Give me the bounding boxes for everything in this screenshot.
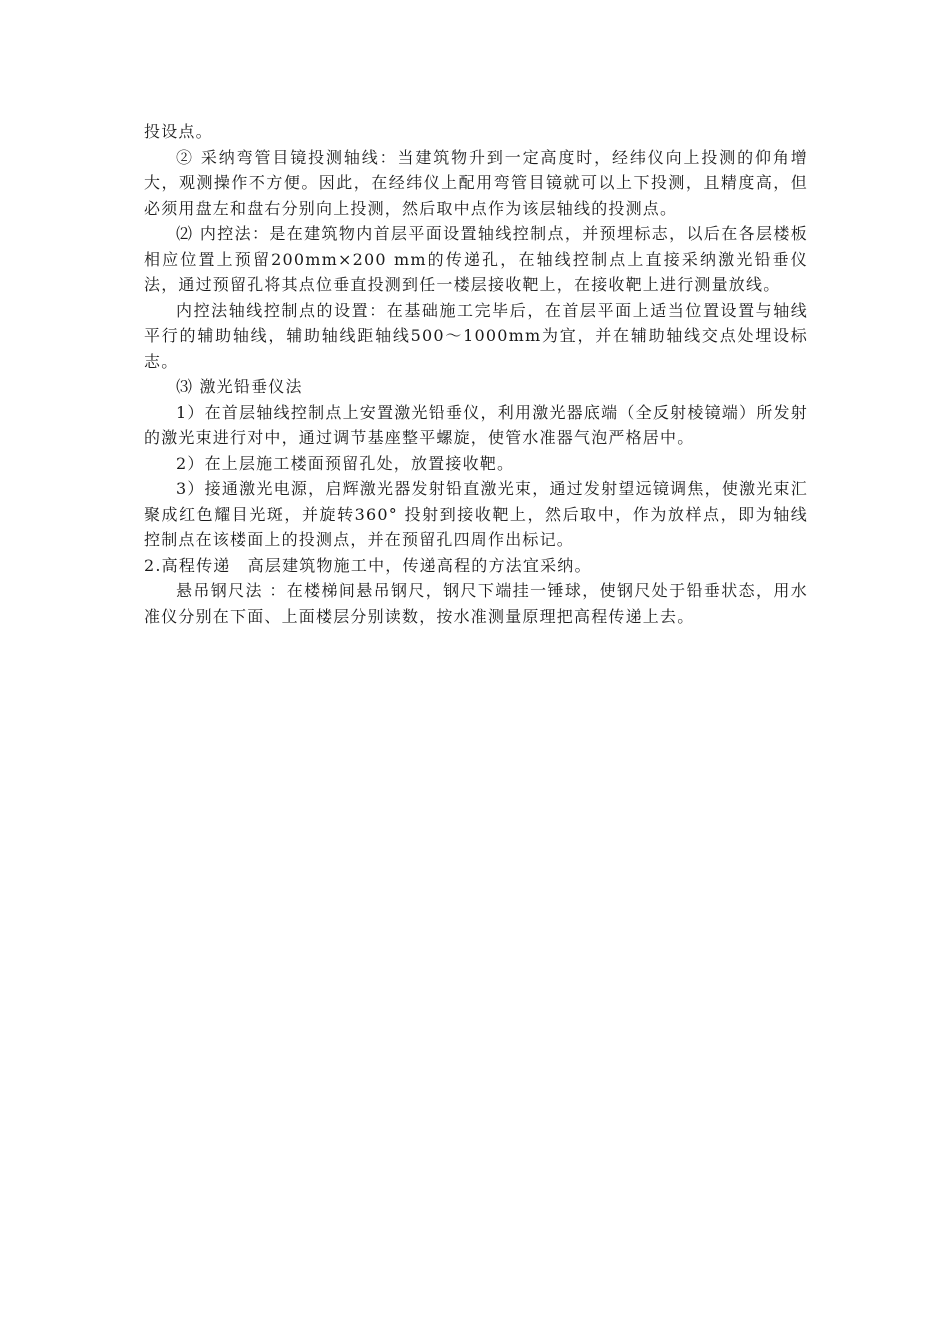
paragraph-1: 投设点。 [144, 122, 213, 141]
paragraph-8: 3）接通激光电源，启辉激光器发射铅直激光束，通过发射望远镜调焦，使激光束汇聚成红色耀目光斑，并旋转360° 投射到接收靶上，然后取中，作为放样点，即为轴线控制点在该楼面上的投测点，并在预留孔四周作出标记。 [144, 479, 808, 549]
section-heading-elevation-transfer: 2.高程传递 高层建筑物施工中，传递高程的方法宜采纳。 [144, 555, 592, 575]
paragraph-10: 悬吊钢尺法 ：在楼梯间悬吊钢尺，钢尺下端挂一锤球，使钢尺处于铅垂状态，用水准仪分别在下面、上面楼层分别读数，按水准测量原理把高程传递上去。 [144, 581, 808, 626]
paragraph-7: 2）在上层施工楼面预留孔处，放置接收靶。 [176, 453, 515, 473]
paragraph-3: ⑵ 内控法：是在建筑物内首层平面设置轴线控制点，并预埋标志，以后在各层楼板相应位置上预留200mm×200 mm的传递孔，在轴线控制点上直接采纳激光铅垂仪法，通过预留孔将其点位垂直投测到任一楼层接收靶上，在接收靶上进行测量放线。 [144, 224, 808, 294]
paragraph-4: 内控法轴线控制点的设置：在基础施工完毕后，在首层平面上适当位置设置与轴线平行的辅助轴线，辅助轴线距轴线500～1000mm为宜，并在辅助轴线交点处埋设标志。 [144, 300, 808, 371]
document-body [144, 119, 808, 629]
paragraph-6: 1）在首层轴线控制点上安置激光铅垂仪，利用激光器底端（全反射棱镜端）所发射的激光束进行对中，通过调节基座整平螺旋，使管水准器气泡严格居中。 [144, 402, 808, 447]
paragraph-2: ② 采纳弯管目镜投测轴线：当建筑物升到一定高度时，经纬仪向上投测的仰角增大，观测操作不方便。因此，在经纬仪上配用弯管目镜就可以上下投测，且精度高，但必须用盘左和盘右分别向上投测，然后取中点作为该层轴线的投测点。 [144, 147, 808, 218]
paragraph-5: ⑶ 激光铅垂仪法 [176, 377, 303, 396]
